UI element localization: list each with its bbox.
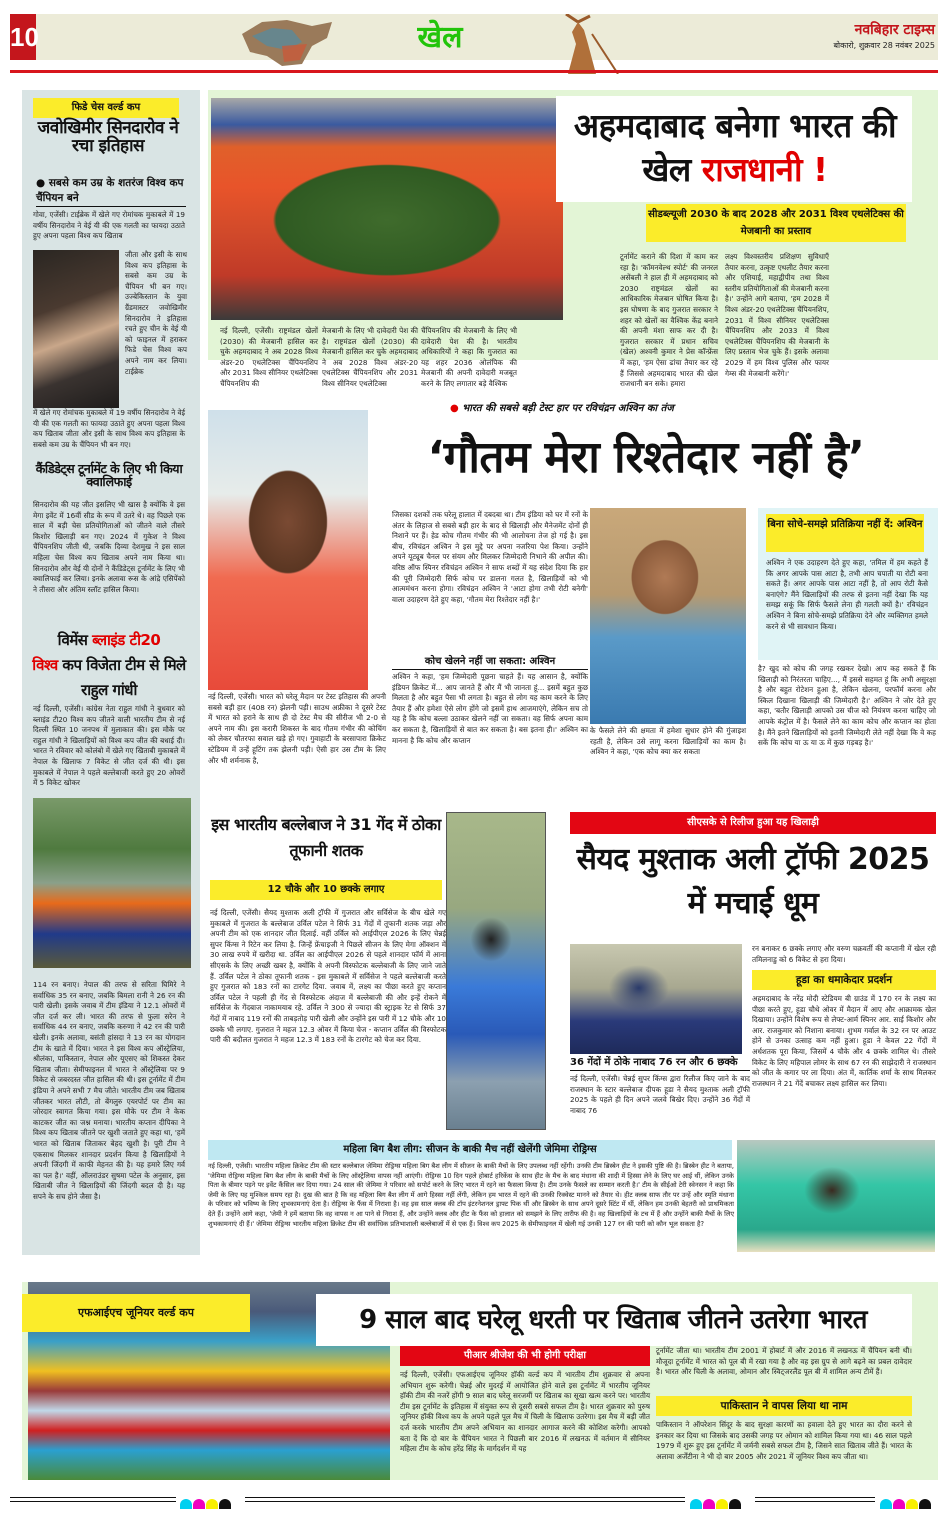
narendra-modi-stadium-photo: [211, 98, 563, 320]
jemimah-headline[interactable]: महिला बिग बैश लीग: सीजन के बाकी मैच नहीं खेलेंगी जेमिमा रोड्रिग्स: [208, 1140, 732, 1160]
blind-headline-part-b: ब्लाइंड टी20: [92, 631, 161, 649]
ashwin-headline[interactable]: ‘गौतम मेरा रिश्तेदार नहीं है’: [427, 432, 865, 483]
ahmedabad-headline-red: राजधानी !: [701, 150, 828, 189]
page-number: 10: [10, 14, 36, 60]
ashwin-body-under-photo: के फैसले लेने की क्षमता में हमेशा सुधार होने की गुंजाइश रहती है, लेकिन उसे लागू करना खिलाड़ियों का काम है। अश्विन ने कहा, 'एक कोच क्या कर सकता: [590, 726, 746, 757]
chess-headline[interactable]: जवोखिमीर सिनदारोव ने रचा इतिहास: [37, 118, 179, 156]
hooda-body: अहमदाबाद के नरेंद्र मोदी स्टेडियम बी ग्राउंड में 170 रन के लक्ष्य का पीछा करते हुए, हूडा चौथे ओवर में मैदान में आए और आक्रामक खेल दिखाया। उन्होंने विशेष रूप से लेफ्ट-आर्म स्पिनर आर. साई किशोर और आर. राजकुमार को निशाना बनाया। शुभम गर्वाल के 32 रन पर आउट होने से उनका उत्साह कम नहीं हुआ। हूडा ने केवल 22 गेंदों में अर्धशतक पूरा किया, जिसमें 4 चौके और 4 छक्के शामिल थे। तीसरे विकेट के लिए महिपाल लोमर के साथ 67 रन की साझेदारी ने राजस्थान को जीत के कगार पर ला दिया। अंत में, कार्तिक शर्मा के साथ मिलकर राजस्थान ने 21 गेंदें बचाकर लक्ष्य हासिल कर लिया।: [752, 994, 936, 1088]
hooda-subhead: हूडा का धमाकेदार प्रदर्शन: [752, 970, 936, 990]
smat-body-2: रन बनाकर 6 छक्के लगाए और वरुण चक्रवर्ती की कप्तानी में खेल रही तमिलनाडु को 6 विकेट से हरा दिया।: [752, 944, 936, 964]
ahmedabad-col-3: चैंपियनशिप की मेजबानी के लिए भी दावेदारी पेश की है। भारतीय अधिकारियों ने कहा कि गुजरात का यह शहर 2036 ओलंपिक की मेजबानी की अपनी दावेदारी मजबूत करने के लिए लगातार बड़े वैश्विक: [421, 326, 517, 388]
ahmedabad-headline-black: अहमदाबाद बनेगा भारत की खेल: [573, 106, 897, 189]
ahmedabad-col-4: टूर्नामेंट कराने की दिशा में काम कर रहा है। 'कॉमनवेल्थ स्पोर्ट' की जनरल असेंबली ने हाल ही में अहमदाबाद को 2030 राष्ट्रमंडल खेलों का आधिकारिक मेजबान घोषित किया है। इस घोषणा के बाद गुजरात सरकार ने शहर को खेलों का वैश्विक केंद्र बनाने की अपनी मंशा साफ कर दी है। गुजरात सरकार में प्रधान सचिव (खेल) अश्वनी कुमार ने प्रेस कॉन्फ्रेंस में कहा, 'हम ऐसा ढांचा तैयार कर रहे हैं जिससे अहमदाबाद भारत की खेल राजधानी बन सके। हमारा: [620, 252, 718, 389]
blind-headline-part-c: विश्व: [32, 656, 58, 674]
gautam-gambhir-photo: [590, 508, 746, 724]
hockey-body-1: नई दिल्ली, एजेंसी। एफआईएच जूनियर हॉकी वर्ल्ड कप में भारतीय टीम शुक्रवार से अपना अभियान शुरू करेगी। चेन्नई और मुदरई में आयोजित होने वाले इस टूर्नामेंट में भारतीय जूनियर हॉकी टीम की नजरें होंगी 9 साल बाद घरेलू सरजमीं पर खिताब का सूखा खत्म करने पर। भारतीय टीम इस टूर्नामेंट के इतिहास में संयुक्त रूप से दूसरी सबसे सफल टीम है। भारत शुक्रवार को पुरुष जूनियर हॉकी विश्व कप के अपने पहले पूल मैच में चिली के खिलाफ उतरेगा। इस मैच में बड़ी जीत दर्ज करके भारतीय टीम अपने अभियान का शानदार आगाज करने की कोशिश करेगी। आपको बता दें कि दो बार के चैंपियन भारत ने पिछली बार 2016 में लखनऊ में वर्तमान में सीनियर महिला टीम के कोच हरेंद्र सिंह के मार्गदर्शन में यह: [400, 1370, 650, 1454]
ashwin-subhead-coach: कोच खेलने नहीं जा सकता: अश्विन: [392, 654, 588, 670]
section-title: खेल: [417, 20, 463, 55]
registration-lines-left: [10, 1497, 176, 1502]
cmyk-registration-mark-icon: [880, 1494, 932, 1513]
ahmedabad-col-1: नई दिल्ली, एजेंसी। राष्ट्रमंडल खेलों (2030) की मेजबानी हासिल कर चुके अहमदाबाद ने अब 2028 विश्व अंडर-20 एथलेटिक्स चैंपियनशिप और 2031 विश्व सीनियर एथलेटिक्स चैंपियनशिप की: [220, 326, 318, 388]
blind-headline-part-d: कप विजेता टीम से मिले राहुल गांधी: [57, 656, 186, 699]
cmyk-registration-mark-icon: [690, 1494, 742, 1513]
bullet-dot-icon: ●: [450, 403, 463, 414]
blind-body-1: नई दिल्ली, एजेंसी। कांग्रेस नेता राहुल गांधी ने बुधवार को ब्लाइंड टी20 विश्व कप जीतने वाली भारतीय टीम से नई दिल्ली स्थित 10 जनपथ में मुलाकात की। इस मौके पर राहुल गांधी ने खिलाड़ियों को विश्व कप जीत की बधाई दी। भारत ने रविवार को कोलंबो में खेले गए खिताबी मुकाबले में नेपाल के खिलाफ 7 विकेट से जीत दर्ज की थी। इस मुकाबले में नेपाल ने पहले बल्लेबाजी करते हुए 20 ओवरों में 5 विकेट खोकर: [33, 704, 185, 788]
pakistan-subhead: पाकिस्तान ने वापस लिया था नाम: [656, 1396, 912, 1416]
smat-kicker: सीएसके से रिलीज हुआ यह खिलाड़ी: [570, 812, 936, 834]
urvil-body: नई दिल्ली, एजेंसी। सैयद मुश्ताक अली ट्रॉफी में गुजरात और सर्विसेज के बीच खेले गए मुकाबले में गुजरात के बल्लेबाज उर्विल पटेल ने सिर्फ 31 गेंदों में तूफानी शतक जड़ा और अपनी टीम को एक शानदार जीत दिलाई. वहीं उर्विल को आईपीएल 2026 के लिए चेन्नई सुपर किंग्स ने रिटेन कर लिया है. जिन्हें फ्रेंचाइजी ने पिछले सीजन के लिए मेगा ऑक्शन में 30 लाख रुपये में खरीदा था. उर्विल का आईपीएल 2026 से पहले शानदार फॉर्म में आना सीएसके के लिए अच्छी खबर है, क्योंकि वे अपनी विस्फोटक बल्लेबाजी के लिए जाने जाते हैं. उर्विल पटेल ने ठोका तूफानी शतक - इस मुकाबले में सर्विसेज ने पहले बल्लेबाजी करते हुए गुजरात को 183 रनों का टारगेट दिया. जवाब में, लक्ष्य का पीछा करते हुए कप्तान उर्विल पटेल ने पहली ही गेंद से विस्फोटक अंदाज में बल्लेबाजी की और इन्हें रोकने में सर्विसेज के गेंदबाज नाकामयाब रहे. उर्विल ने 300 से ज्यादा की स्ट्राइक रेट से सिर्फ 37 गेंदों में नाबाद 119 रनों की ताबड़तोड़ पारी खेली और उन्होंने इस पारी में 12 चौके और 10 छक्के भी लगाए. गुजरात ने महज 12.3 ओवर में किया चेज - कप्तान उर्विल की विस्फोटक पारी की बदौलत गुजरात ने महज 12.3 में 183 रनों के टारगेट को चेज कर दिया.: [210, 908, 446, 1045]
registration-lines-right: [755, 1497, 875, 1502]
candidates-subheadline: कैंडिडेट्स टूर्नामेंट के लिए भी किया क्वालिफाई: [35, 461, 183, 490]
smat-headline[interactable]: सैयद मुश्ताक अली ट्रॉफी 2025 में मचाई धूम: [576, 842, 930, 921]
statue-archer-icon: [548, 14, 628, 74]
dateline: बोकारो, शुक्रवार 28 नवंबर 2025: [833, 41, 935, 50]
candidates-body: सिनदारोव की यह जीत इसलिए भी खास है क्योंकि वे इस मेगा इवेंट में 16वीं सीड के रूप में उतरे थे। वह पिछले एक साल में बड़ी चेस प्रतियोगिताओं को जीतने वाले तीसरे किशोर खिलाड़ी बन गए। 2024 में गुकेश ने विश्व चैंपियनशिप जीती थी, जबकि दिव्या देशमुख ने इस साल महिला चेस विश्व कप खिताब अपने नाम किया था। सिनदारोव और वेई यी दोनों ने कैंडिडेट्स टूर्नामेंट के लिए भी क्वालिफाई कर लिया। इनके अलावा रूस के आंद्रे एसिपेंको ने तीसरा और अंतिम स्लॉट हासिल किया।: [33, 500, 185, 594]
ashwin-kicker: [450, 400, 930, 414]
ashwin-sidebar-head: बिना सोचे-समझे प्रतिक्रिया नहीं दें: अश्विन: [766, 514, 924, 552]
hockey-kicker: एफआईएच जूनियर वर्ल्ड कप: [22, 1294, 250, 1332]
hockey-subhead: पीआर श्रीजेश की भी होगी परीक्षा: [400, 1346, 650, 1366]
ashwin-body-2: अश्विन ने कहा, 'हम जिम्मेदारी पूछना चाहते हैं। यह आसान है, क्योंकि इंडियन क्रिकेट में... आप जानते हैं और मैं भी जानता हूं... इसमें बहुत कुछ मिलता है और बहुत पैसा भी लगता है। बहुत से लोग यह काम करने के लिए तैयार हैं और हमेशा ऐसे लोग होंगे जो इसमें हाथ आजमाएंगे, लेकिन सच तो यह है कि कोच बल्ला उठाकर खेलने नहीं जा सकता। वह सिर्फ अपना काम कर सकता है, खिलाड़ियों से बात कर सकता है। बस इतना ही।' अश्विन का मानना है कि कोच और कप्तान: [392, 672, 588, 745]
chess-body-3: में खेले गए रोमांचक मुकाबले में 19 वर्षीय सिनदारोव ने वेई यी की एक गलती का फायदा उठाते हुए अपना पहला विश्व कप खिताब जीता और इसी के साथ विश्व कप इतिहास के सबसे कम उम्र के चैंपियन भी बन गए।: [33, 408, 185, 449]
blind-body-2: 114 रन बनाए। नेपाल की तरफ से सरिता घिमिरे ने सर्वाधिक 35 रन बनाए, जबकि बिमला रानी ने 26 रन की पारी खेली। इसके जवाब में टीम इंडिया ने 12.1 ओवरों में जीत दर्ज कर ली। भारत की तरफ से फुला सरेन ने सर्वाधिक 44 रन बनाए, जबकि करुणा ने 42 रन की पारी खेली। इनके अलावा, बसंती हांसदा ने 13 रन का योगदान टीम के खाते में दिया। भारत ने इस विश्व कप ऑस्ट्रेलिया, श्रीलंका, पाकिस्तान, नेपाल और यूएसए को शिकस्त देकर खिताब जीता। सेमीफाइनल में भारत ने ऑस्ट्रेलिया पर 9 विकेट से जबरदस्त जीत हासिल की थी। इस टूर्नामेंट में टीम इंडिया ने अपने सभी 7 मैच जीते। भारतीय टीम जब खिताब जीतकर भारत लौटी, तो बेंगलुरु एयरपोर्ट पर टीम का जोरदार स्वागत किया गया। इस मौके पर टीम ने केक काटकर जीत का जश्न मनाया। भारतीय कप्तान दीपिका ने विश्व कप खिताब जीतने पर खुशी जताते हुए कहा था, 'हमें भारत को खिताब जिताकर बेहद खुशी है। पूरी टीम ने एकसाथ मिलकर शानदार प्रदर्शन किया है खिलाड़ियों ने अपनी जिंदगी में काफी मेहनत की है। यह हमारे लिए गर्व का पल है।' वहीं, ऑलराउंडर सुषमा पटेल के अनुसार, इस खिताबी जीत ने खिलाड़ियों की जिंदगी बदल दी है। यह सपने के सच होने जैसा है।: [33, 980, 185, 1201]
blind-headline-part-a: विमेंस: [57, 631, 93, 649]
jemimah-rodrigues-photo: [737, 1140, 935, 1252]
chess-kicker: फिडे चेस वर्ल्ड कप: [33, 98, 179, 118]
ashwin-body-1: जिसका दशकों तक घरेलू हालात में दबदबा था। टीम इंडिया को घर में रनों के अंतर के लिहाज से सबसे बड़ी हार के बाद से खिलाड़ी और मैनेजमेंट दोनों ही निशाने पर हैं। हेड कोच गौतम गंभीर की भी आलोचना तेज हो गई है। इस बीच, रविचंद्रन अश्विन ने इस मुद्दे पर अपना नजरिया पेश किया। उन्होंने अपने यूट्यूब चैनल पर संयम और मिलकर जिम्मेदारी निभाने की अपील की। वरिष्ठ ऑफ स्पिनर रविचंद्रन अश्विन ने साफ शब्दों में यह संदेश दिया कि हार की पूरी जिम्मेदारी सिर्फ कोच पर डालना गलत है, खिलाड़ियों को भी आत्ममंथन करना होगा। रविचंद्रन अश्विन ने 'आटा होगा तभी रोटी बनेगी' वाला उदाहरण देते हुए कहा, 'गौतम मेरा रिश्तेदार नहीं है।': [392, 510, 588, 604]
ahmedabad-subhead: सीडब्ल्यूजी 2030 के बाद 2028 और 2031 विश्व एथलेटिक्स की मेजबानी का प्रस्ताव: [646, 204, 906, 242]
hockey-headline[interactable]: 9 साल बाद घरेलू धरती पर खिताब जीतने उतरेगा भारत: [359, 1305, 867, 1335]
sindarov-photo: [33, 250, 119, 408]
cmyk-registration-mark-icon: [180, 1494, 232, 1513]
ashwin-body-lead: नई दिल्ली, एजेंसी। भारत को घरेलू मैदान पर टेस्ट इतिहास की अपनी सबसे बड़ी हार (408 रन) झेलनी पड़ी। साउथ अफ्रीका ने दूसरे टेस्ट में भारत को हराने के साथ ही दो टेस्ट मैच की सीरीज भी 2-0 से अपने नाम की। इस करारी शिकस्त के बाद गौतम गंभीर की कोचिंग को लेकर चौतरफा सवाल खड़े हो गए। गुवाहाटी के बरसापारा क्रिकेट स्टेडियम में उन्हें हूटिंग तक झेलनी पड़ी। ऐसी हार उस टीम के लिए और भी शर्मनाक है,: [208, 692, 386, 765]
urvil-subhead: 12 चौके और 10 छक्के लगाए: [210, 880, 442, 900]
hooda-photo-caption: 36 गेंदों में ठोके नाबाद 76 रन और 6 छक्के: [570, 1056, 750, 1071]
ashwin-body-3: है? खुद को कोच की जगह रखकर देखो। आप कह सकते हैं कि खिलाड़ी को निरंतरता चाहिए..., मैं इससे सहमत हूं कि अभी असुरक्षा है और बहुत रोटेशन हुआ है, लेकिन खेलना, परफॉर्म करना और स्किल दिखाना खिलाड़ी की जिम्मेदारी है।' अश्विन ने जोर देते हुए कहा, 'बतौर खिलाड़ी आपको उस चीज को नियंत्रण करना चाहिए जो आपके कंट्रोल में है। फैसले लेने का काम कोच और कप्तान का होता है। मैंने इतने खिलाड़ियों को इतनी जिम्मेदारी लेते नहीं देखा कि वे कह सकें कि कोच या ऊ या ऊ में कुछ गड़बड़ है।': [758, 664, 936, 748]
ahmedabad-col-5: लक्ष्य विश्वस्तरीय प्रशिक्षण सुविधाएँ तैयार करना, उत्कृष्ट एथलीट तैयार करना और एशियाई, महाद्वीपीय तथा विश्व स्तरीय प्रतियोगिताओं की मेजबानी करना है।' उन्होंने आगे बताया, 'हम 2028 में विश्व अंडर-20 एथलेटिक्स चैंपियनशिप, 2031 में विश्व सीनियर एथलेटिक्स चैंपियनशिप और 2033 में विश्व एथलेटिक्स चैंपियनशिप की मेजबानी के लिए प्रस्ताव भेज चुके हैं। इसके अलावा 2029 में हम विश्व पुलिस और फायर गेम्स की मेजबानी करेंगे।': [725, 252, 829, 378]
hockey-body-2: टूर्नामेंट जीता था। भारतीय टीम 2001 में होबार्ट में और 2016 में लखनऊ में चैंपियन बनी थी। मौजूदा टूर्नामेंट में भारत को पूल बी में रखा गया है और वह इस ग्रुप से आगे बढ़ने का प्रबल दावेदार है। भारत और चिली के अलावा, ओमान और स्विट्जरलैंड पूल बी में शामिल अन्य टीमें हैं।: [656, 1346, 912, 1377]
ashwin-photo: [208, 410, 368, 690]
pakistan-body: पाकिस्तान ने ऑपरेशन सिंदूर के बाद सुरक्षा कारणों का हवाला देते हुए भारत का दौरा करने से इनकार कर दिया था जिसके बाद उसकी जगह पर ओमान को शामिल किया गया था। 46 साल पहले 1979 में शुरू हुए इस टूर्नामेंट में जर्मनी सबसे सफल टीम है, जिसने सात खिताब जीते हैं। भारत के अलावा अर्जेंटीना ने भी दो बार 2005 और 2021 में जूनियर विश्व कप जीता था।: [656, 1420, 912, 1461]
header-divider: [10, 70, 938, 73]
deepak-hooda-photo: [570, 944, 742, 1054]
ahmedabad-col-2: मेजबानी के लिए भी दावेदारी पेश की है। राष्ट्रमंडल खेलों (2030) की मेजबानी हासिल कर चुके अहमदाबाद ने अब 2028 विश्व अंडर-20 एथलेटिक्स चैंपियनशिप और 2031 विश्व सीनियर एथलेटिक्स: [322, 326, 418, 388]
ashwin-kicker-text: भारत की सबसे बड़ी टेस्ट हार पर रविचंद्रन अश्विन का तंज: [462, 403, 674, 414]
rahul-gandhi-team-photo: [33, 798, 191, 968]
urvil-headline[interactable]: इस भारतीय बल्लेबाज ने 31 गेंद में ठोका तूफानी शतक: [211, 815, 441, 860]
chess-subhead: ● सबसे कम उम्र के शतरंज विश्व कप चैंपियन बने: [36, 176, 186, 207]
blind-t20-headline[interactable]: [30, 628, 188, 703]
ahmedabad-headline[interactable]: [562, 104, 908, 192]
smat-body-1: नई दिल्ली, एजेंसी। चेन्नई सुपर किंग्स द्वारा रिलीज किए जाने के बाद राजस्थान के स्टार बल्लेबाज दीपक हूडा ने सैयद मुश्ताक अली ट्रॉफी 2025 के पहले ही दिन अपने जलवे बिखेर दिए। उन्होंने 36 गेंदों में नाबाद 76: [570, 1074, 750, 1115]
registration-lines-mid: [245, 1497, 685, 1502]
chess-body-1: गोवा, एजेंसी। टाईब्रेक में खेले गए रोमांचक मुकाबले में 19 वर्षीय सिनदारोव ने वेई यी की एक गलती का फायदा उठाते हुए अपना पहला विश्व कप खिताब: [33, 210, 185, 241]
jemimah-body: नई दिल्ली, एजेंसी। भारतीय महिला क्रिकेट टीम की स्टार बल्लेबाज जेमिमा रोड्रिग्स महिला बिग बैश लीग में सीजन के बाकी मैचों के लिए उपलब्ध नहीं रहेंगी। उनकी टीम ब्रिस्बेन हीट ने इसकी पुष्टि की है। ब्रिस्बेन हीट ने बताया, 'जेमिमा रोड्रिग्स महिला बिग बैश लीग के बाकी मैचों के लिए ऑस्ट्रेलिया वापस नहीं आएंगी। रोड्रिग्स 10 दिन पहले होबार्ट हरिकेंस के साथ हीट के मैच के बाद मंधाना की शादी में हिस्सा लेने के लिए घर आई थीं, लेकिन उनके पिता के बीमार पड़ने पर इवेंट कैंसिल कर दिया गया। 24 साल की जेमिमा ने परिवार को सपोर्ट करने के लिए भारत में रहने का फैसला किया है। टीम उनके फैसले का सम्मान करती है।' टीम के सीईओ टेरी स्वेनसन ने कहा कि जेमी के लिए यह मुश्किल समय रहा है। दुख की बात है कि वह महिला बिग बैश लीग में आगे हिस्सा नहीं लेंगी, लेकिन हम भारत में रहने की उनकी रिक्वेस्ट मानने को तैयार थे। हीट क्लब साफ तौर पर उन्हें और स्मृति मंधाना के परिवार को भविष्य के लिए शुभकामनाएं देता है। रोड्रिग्स के फैंस में निराशा है। वह इस साल क्लब की टॉप इंटरनेशनल ड्राफ्ट पिक थीं और ब्रिस्बेन के साथ अपने दूसरे स्टिंट में थीं, लेकिन हम उनकी बेहतरी को प्राथमिकता देते हैं। उन्होंने आगे कहा, 'जेमी ने हमें बताया कि वह वापस न आ पाने से निराश हैं, और उन्होंने क्लब और हीट के फैंस को हालात को समझने के लिए तारीफ की है। वह खिलाड़ियों के टच में हैं और उन्होंने बाकी मैचों के लिए शुभकामनाएं दी हैं।' जेमिमा रोड्रिग्स भारतीय महिला क्रिकेट टीम की सर्वाधिक प्रतिभाशाली बल्लेबाजों में से एक हैं। विश्व कप 2025 के सेमीफाइनल में खेली गई उनकी 127 रन की पारी को कौन भूल सकता है?: [208, 1162, 734, 1228]
jharkhand-map-collage-icon: [232, 16, 342, 70]
chess-body-2: जीता और इसी के साथ विश्व कप इतिहास के सबसे कम उम्र के चैंपियन भी बन गए। उज्बेकिस्तान के युवा ग्रैंडमास्टर जवोखिमीर सिनदारोव ने इतिहास रचते हुए चीन के वेई यी को फाइनल में हराकर फिडे चेस विश्व कप अपने नाम कर लिया। टाईब्रेक: [125, 250, 187, 376]
ashwin-sidebar-body: अश्विन ने एक उदाहरण देते हुए कहा, 'तमिल में हम कहते हैं कि अगर आपके पास आटा है, तभी आप चपाती या रोटी बना सकते हैं। अगर आपके पास आटा नहीं है, तो आप रोटी कैसे बनाएंगे? मैंने खिलाड़ियों की तरफ से इतना नहीं देखा कि यह समझ सकूं कि सिर्फ फैसले लेना ही गलती क्यों है।' रविचंद्रन अश्विन ने बिना सोचे-समझे प्रतिक्रिया देने और व्यक्तिगत हमले करने से भी सावधान किया।: [766, 558, 928, 631]
urvil-patel-batting-photo: [446, 812, 546, 1130]
newspaper-brand: नवबिहार टाइम्स: [854, 22, 935, 38]
